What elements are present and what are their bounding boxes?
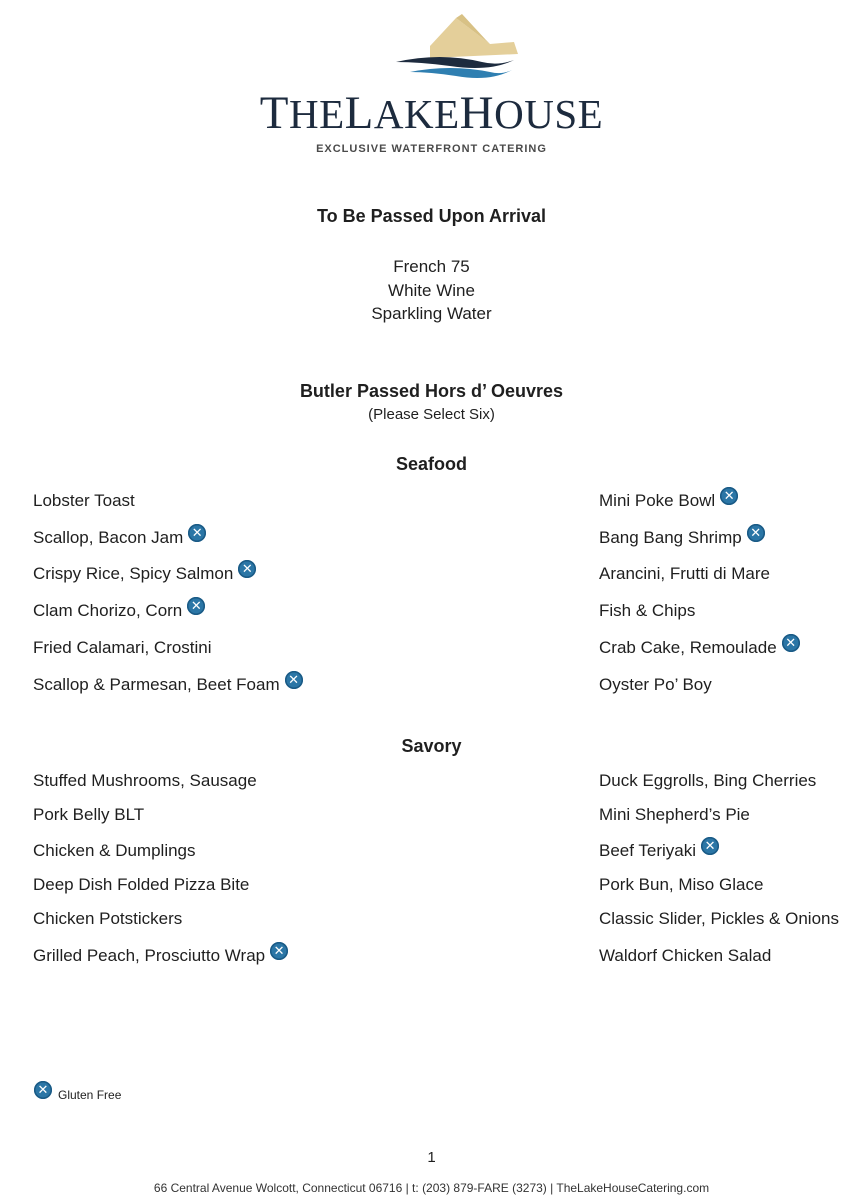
menu-item — [599, 674, 712, 696]
menu-item-name: Chicken & Dumplings — [33, 841, 196, 860]
gluten-free-icon: ✕ — [747, 524, 765, 542]
menu-item — [599, 874, 763, 896]
menu-item — [599, 600, 695, 622]
menu-item-name: Oyster Po’ Boy — [599, 675, 712, 694]
menu-item — [599, 490, 738, 512]
menu-item-name: Crispy Rice, Spicy Salmon — [33, 564, 234, 583]
gluten-free-icon: ✕ — [270, 942, 288, 960]
gluten-free-icon: ✕ — [238, 560, 256, 578]
brand-name: THELAKEHOUSE — [259, 87, 604, 139]
savory-heading: Savory — [401, 736, 462, 756]
menu-item — [33, 490, 135, 512]
gluten-free-icon: ✕ — [187, 597, 205, 615]
menu-item-name: Scallop & Parmesan, Beet Foam — [33, 675, 280, 694]
lake-house-logo-icon — [390, 14, 520, 86]
menu-item-name: Arancini, Frutti di Mare — [599, 564, 770, 583]
logo — [0, 0, 863, 165]
menu-item — [599, 804, 750, 826]
menu-item-name: Scallop, Bacon Jam — [33, 528, 184, 547]
menu-item-name: Fried Calamari, Crostini — [33, 638, 212, 657]
menu-item-name: Pork Belly BLT — [33, 805, 145, 824]
menu-item-name: Clam Chorizo, Corn — [33, 601, 183, 620]
menu-item-name: Grilled Peach, Prosciutto Wrap — [33, 946, 266, 965]
legend-label: Gluten Free — [58, 1088, 122, 1102]
arrival-heading: To Be Passed Upon Arrival — [316, 206, 547, 226]
menu-item — [599, 637, 800, 659]
menu-item-name: Crab Cake, Remoulade — [599, 638, 777, 657]
menu-item — [599, 527, 765, 549]
menu-item — [599, 908, 839, 930]
drink-item: White Wine — [388, 281, 475, 300]
gluten-free-icon: ✕ — [188, 524, 206, 542]
footer-contact: 66 Central Avenue Wolcott, Connecticut 06716 | t: (203) 879-FARE (3273) | TheLakeHouseCatering.com — [153, 1181, 710, 1195]
menu-item — [33, 770, 257, 792]
menu-item-name: Waldorf Chicken Salad — [599, 946, 772, 965]
menu-item — [33, 637, 212, 659]
menu-item — [599, 840, 719, 862]
menu-item — [33, 527, 206, 549]
hors-subheading: (Please Select Six) — [368, 406, 495, 423]
menu-item — [33, 563, 256, 585]
menu-item-name: Lobster Toast — [33, 491, 135, 510]
drink-item: French 75 — [393, 257, 470, 276]
menu-item — [33, 840, 196, 862]
menu-item-name: Classic Slider, Pickles & Onions — [599, 909, 839, 928]
menu-item-name: Beef Teriyaki — [599, 841, 697, 860]
menu-item — [33, 874, 249, 896]
menu-item-name: Fish & Chips — [599, 601, 696, 620]
gluten-free-icon: ✕ — [701, 837, 719, 855]
menu-item — [33, 804, 144, 826]
menu-item-name: Bang Bang Shrimp — [599, 528, 742, 547]
menu-item — [599, 770, 816, 792]
hors-heading: Butler Passed Hors d’ Oeuvres — [299, 381, 564, 401]
menu-item-name: Duck Eggrolls, Bing Cherries — [599, 771, 817, 790]
seafood-heading: Seafood — [395, 454, 467, 474]
menu-item — [33, 908, 182, 930]
page-number: 1 — [427, 1149, 436, 1166]
menu-item — [33, 674, 303, 696]
menu-item-name: Mini Poke Bowl — [599, 491, 716, 510]
menu-item-name: Mini Shepherd’s Pie — [599, 805, 750, 824]
drink-item: Sparkling Water — [371, 304, 492, 323]
menu-item — [599, 563, 770, 585]
menu-item-name: Pork Bun, Miso Glace — [599, 875, 764, 894]
menu-item — [599, 945, 771, 967]
gluten-free-icon: ✕ — [720, 487, 738, 505]
menu-item — [33, 600, 205, 622]
menu-item-name: Chicken Potstickers — [33, 909, 183, 928]
gluten-free-icon: ✕ — [34, 1081, 52, 1099]
menu-item — [33, 945, 288, 967]
gluten-free-icon: ✕ — [285, 671, 303, 689]
gluten-free-icon: ✕ — [782, 634, 800, 652]
menu-item-name: Deep Dish Folded Pizza Bite — [33, 875, 250, 894]
menu-item-name: Stuffed Mushrooms, Sausage — [33, 771, 257, 790]
tagline: EXCLUSIVE WATERFRONT CATERING — [316, 143, 547, 155]
